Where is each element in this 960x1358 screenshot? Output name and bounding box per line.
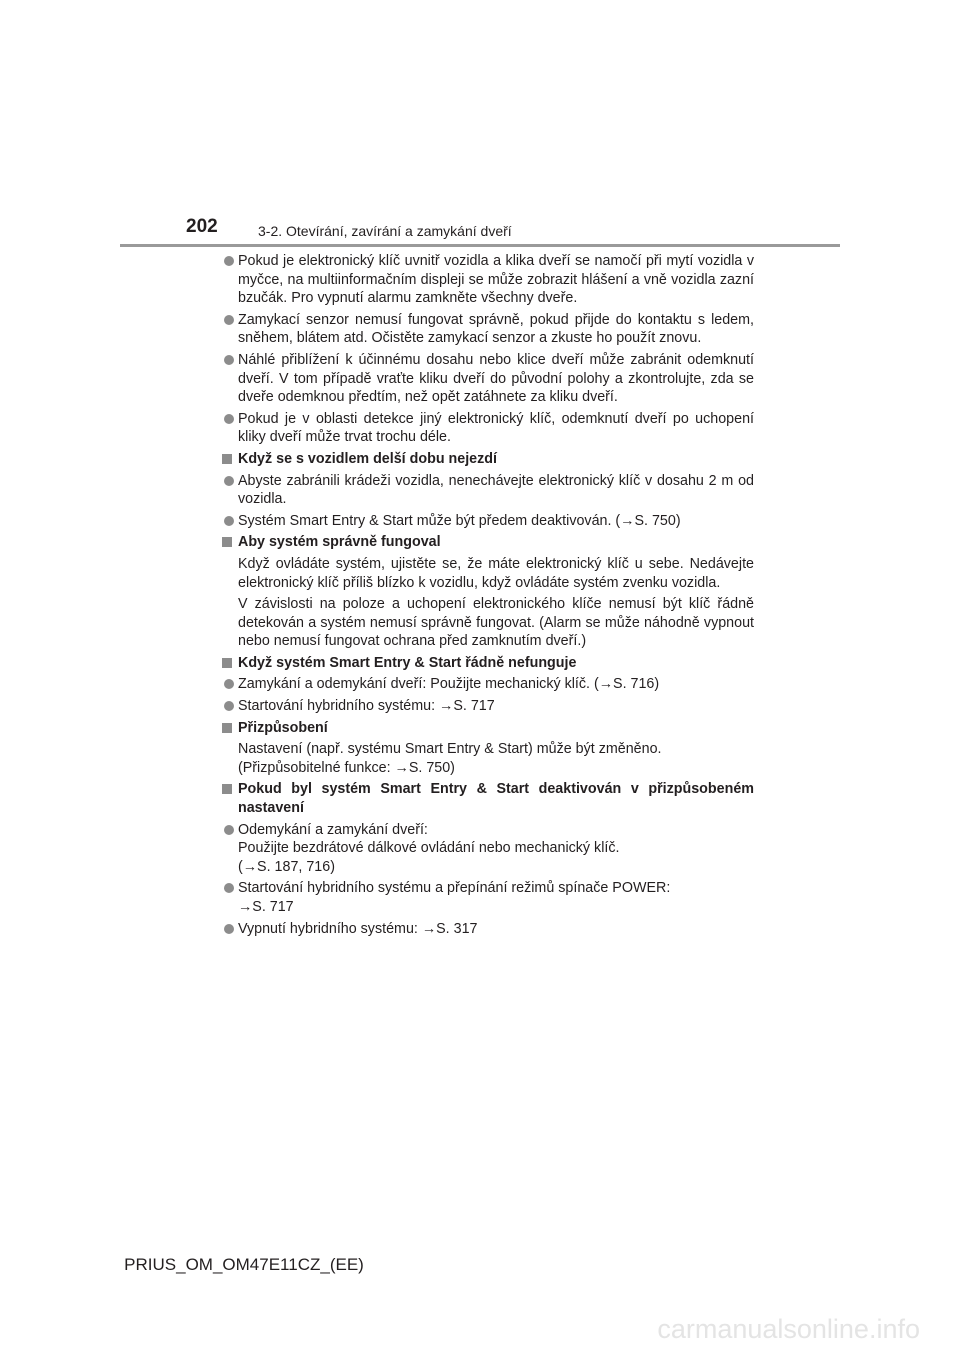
square-bullet-icon <box>222 723 232 733</box>
item-line: Použijte bezdrátové dálkové ovládání nebo mechanický klíč. <box>238 840 620 857</box>
item-text: Abyste zabránili krádeži vozidla, nenechávejte elektronický klíč v dosahu 2 m od vozidla. <box>238 472 754 508</box>
section-heading <box>222 533 754 552</box>
bullet-icon <box>224 701 234 711</box>
paragraph-line: Nastavení (např. systému Smart Entry & Start) může být změněno. <box>238 741 662 758</box>
heading-text: Aby systém správně fungoval <box>238 534 441 551</box>
list-item <box>222 821 754 877</box>
list-item <box>222 311 754 348</box>
paragraph: Když ovládáte systém, ujistěte se, že máte elektronický klíč u sebe. Nedávejte elektronický klíč příliš blízko k vozidlu, když ovládáte systém zvenku vozidla. <box>238 555 754 591</box>
paragraph <box>222 740 754 777</box>
item-text: Pokud je v oblasti detekce jiný elektronický klíč, odemknutí dveří po uchopení kliky dveří může trvat trochu déle. <box>238 410 754 446</box>
list-item <box>222 252 754 308</box>
bullet-icon <box>224 825 234 835</box>
bullet-icon <box>224 924 234 934</box>
section-heading <box>222 654 754 673</box>
item-line: Startování hybridního systému a přepínání režimů spínače POWER: <box>238 880 671 897</box>
item-text: Vypnutí hybridního systému: →S. 317 <box>238 920 478 937</box>
page-content <box>222 252 754 941</box>
document-code: PRIUS_OM_OM47E11CZ_(EE) <box>124 1255 364 1274</box>
square-bullet-icon <box>222 784 232 794</box>
list-item <box>222 675 754 694</box>
section-heading <box>222 450 754 469</box>
list-item <box>222 351 754 407</box>
paragraph: V závislosti na poloze a uchopení elektronického klíče nemusí být klíč řádně detekován a systém nemusí správně fungovat. (Alarm se může náhodně vypnout nebo nemusí fungovat ochrana před zamknutím dveří.) <box>238 596 754 650</box>
square-bullet-icon <box>222 537 232 547</box>
bullet-icon <box>224 355 234 365</box>
heading-text: Když se s vozidlem delší dobu nejezdí <box>238 450 497 467</box>
header-divider <box>120 244 840 247</box>
item-text: Systém Smart Entry & Start může být předem deaktivován. (→S. 750) <box>238 512 681 529</box>
bullet-icon <box>224 256 234 266</box>
bullet-icon <box>224 679 234 689</box>
heading-text: Pokud byl systém Smart Entry & Start deaktivován v přizpůsobeném nastavení <box>238 781 754 817</box>
section-heading <box>222 780 754 817</box>
item-text: Pokud je elektronický klíč uvnitř vozidla a klika dveří se namočí při mytí vozidla v myčce, na multiinformačním displeji se může zobrazit hlášení a vně vozidla zazní bzučák. Pro vypnutí alarmu zamkněte všechny dveře. <box>238 253 754 307</box>
watermark: carmanualsonline.info <box>657 1314 920 1344</box>
item-text: Zamykání a odemykání dveří: Použijte mechanický klíč. (→S. 716) <box>238 676 660 693</box>
bullet-icon <box>224 315 234 325</box>
list-item <box>222 879 754 916</box>
section-heading <box>222 719 754 738</box>
list-item <box>222 410 754 447</box>
bullet-icon <box>224 516 234 526</box>
page-number: 202 <box>186 216 218 237</box>
item-line: →S. 717 <box>238 899 294 915</box>
list-item <box>222 920 754 939</box>
heading-text: Když systém Smart Entry & Start řádně nefunguje <box>238 654 577 671</box>
section-title: 3-2. Otevírání, zavírání a zamykání dveří <box>258 223 512 239</box>
heading-text: Přizpůsobení <box>238 719 328 736</box>
square-bullet-icon <box>222 658 232 668</box>
item-line: Odemykání a zamykání dveří: <box>238 821 428 838</box>
paragraph-line: (Přizpůsobitelné funkce: →S. 750) <box>238 759 455 776</box>
bullet-icon <box>224 414 234 424</box>
item-text: Startování hybridního systému: →S. 717 <box>238 698 495 715</box>
item-line: (→S. 187, 716) <box>238 858 335 875</box>
bullet-icon <box>224 883 234 893</box>
list-item <box>222 697 754 716</box>
square-bullet-icon <box>222 454 232 464</box>
item-text: Náhlé přiblížení k účinnému dosahu nebo klice dveří může zabránit odemknutí dveří. V tom případě vraťte kliku dveří do původní polohy a zkontrolujte, zda se dveře odemknou předtím, než opět zatáhnete za kliku dveří. <box>238 351 754 406</box>
list-item <box>222 472 754 509</box>
item-text: Zamykací senzor nemusí fungovat správně, pokud přijde do kontaktu s ledem, sněhem, blátem atd. Očistěte zamykací senzor a zkuste ho použít znovu. <box>238 311 754 347</box>
footer <box>0 1255 960 1275</box>
list-item <box>222 512 754 531</box>
bullet-icon <box>224 476 234 486</box>
